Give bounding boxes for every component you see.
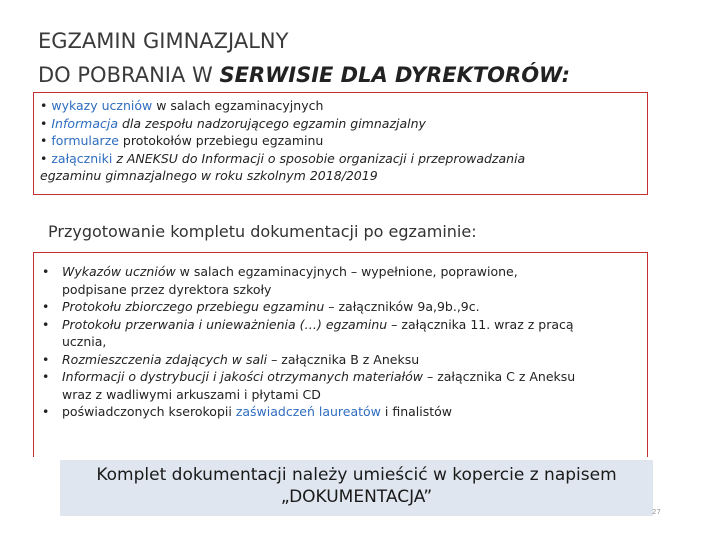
checklist-item-text: – załącznika B z Aneksu: [267, 351, 420, 367]
bullet: •: [42, 264, 50, 279]
download-item-text: protokołów przebiegu egzaminu: [118, 133, 324, 148]
download-link-wykazy[interactable]: wykazy uczniów: [51, 98, 153, 113]
bullet: •: [40, 115, 48, 131]
page-number: 27: [652, 508, 661, 516]
download-link-zalaczniki[interactable]: załączniki: [51, 150, 113, 166]
bullet: •: [40, 150, 48, 166]
download-item-continuation: egzaminu gimnazjalnego w roku szkolnym 2018/2019: [40, 168, 378, 183]
checklist-item-italic: Rozmieszczenia zdających w sali: [62, 351, 268, 367]
checklist-item-line2: wraz z wadliwymi arkuszami i płytami CD: [62, 386, 321, 402]
bullet: •: [40, 133, 48, 148]
checklist-item-italic: Protokołu przerwania i unieważnienia (…) egzaminu: [62, 316, 388, 332]
checklist-item: [34, 263, 639, 298]
download-item: [40, 115, 641, 133]
bullet: •: [42, 299, 50, 314]
checklist-item-text: – załączników 9a,9b.,9c.: [324, 299, 480, 314]
footer-line-2: „DOKUMENTACJA”: [280, 487, 433, 507]
bullet: •: [42, 351, 50, 367]
download-item-text: dla zespołu nadzorującego egzamin gimnazjalny: [118, 115, 426, 131]
checklist-item-italic: Wykazów uczniów: [62, 264, 176, 279]
checklist-item-italic: Protokołu zbiorczego przebiegu egzaminu: [62, 299, 325, 314]
title-line-2: [38, 58, 570, 92]
download-item: [40, 132, 641, 150]
bullet: •: [42, 316, 50, 332]
download-item-text: z ANEKSU do Informacji o sposobie organizacji i przeprowadzania: [112, 150, 526, 166]
checklist-item-text: w salach egzaminacyjnych – wypełnione, poprawione,: [175, 264, 518, 279]
bullet: •: [42, 404, 50, 419]
download-link-formularze[interactable]: formularze: [51, 133, 119, 148]
checklist-item-text: – załącznika 11. wraz z pracą: [387, 316, 574, 332]
checklist-item-text: – załącznika C z Aneksu: [423, 369, 576, 384]
checklist-item: [34, 298, 639, 316]
footer-line-1: Komplet dokumentacji należy umieścić w kopercie z napisem: [96, 465, 617, 485]
section-title: Przygotowanie kompletu dokumentacji po egzaminie:: [48, 222, 477, 241]
checklist-box: [33, 252, 648, 457]
checklist-item-line2: podpisane przez dyrektora szkoły: [62, 281, 272, 297]
checklist-item-line2: ucznia,: [62, 334, 107, 349]
checklist-item-italic: Informacji o dystrybucji i jakości otrzymanych materiałów: [62, 369, 424, 384]
download-item-text: w salach egzaminacyjnych: [152, 98, 324, 113]
highlight-text: zaświadczeń laureatów: [235, 404, 381, 419]
checklist-item: [34, 403, 639, 421]
bullet: •: [42, 369, 50, 384]
title-line-2-prefix: DO POBRANIA W: [38, 63, 220, 87]
title-line-2-emphasis: SERWISIE DLA DYREKTORÓW:: [219, 63, 570, 87]
download-link-informacja[interactable]: Informacja: [51, 115, 118, 131]
bullet: •: [40, 98, 48, 113]
checklist-item: [34, 316, 639, 351]
checklist-item-text: poświadczonych kserokopii zaświadczeń laureatów i finalistów: [62, 404, 453, 419]
checklist-item: [34, 368, 639, 403]
downloads-box: [33, 92, 648, 195]
download-item: [40, 150, 641, 168]
checklist-item: [34, 351, 639, 369]
footer-note: [60, 460, 653, 516]
title-line-1: EGZAMIN GIMNAZJALNY: [38, 29, 289, 53]
slide-title: [38, 24, 570, 92]
download-item: [40, 97, 641, 115]
